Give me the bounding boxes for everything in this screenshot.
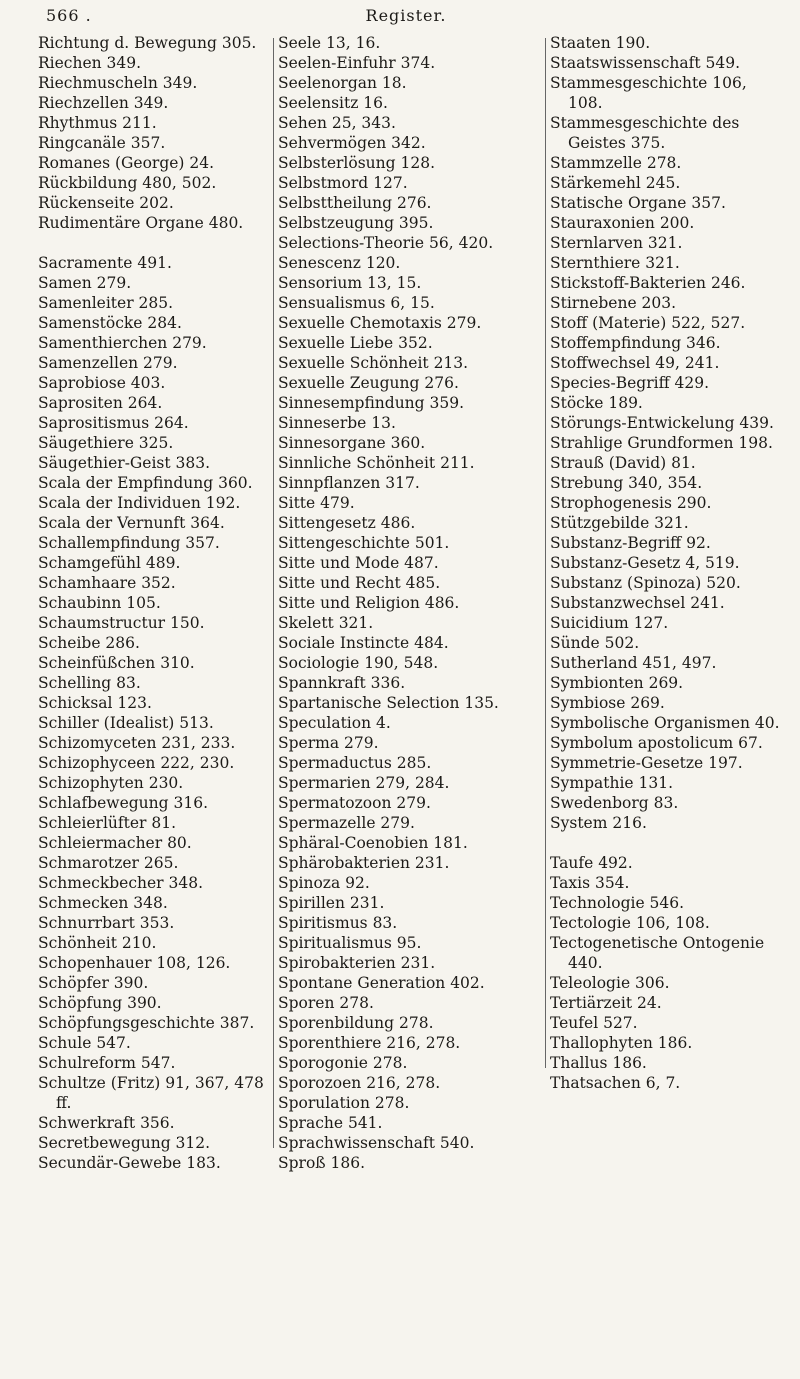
index-entry: Stärkemehl 245.: [550, 174, 681, 192]
index-entry: Seelenorgan 18.: [278, 74, 407, 92]
index-entry: Schmeckbecher 348.: [38, 874, 204, 892]
index-entry: Samen 279.: [38, 274, 132, 292]
index-entry: Speculation 4.: [278, 714, 391, 732]
index-entry: Sexuelle Schönheit 213.: [278, 354, 469, 372]
index-entry: Symbiose 269.: [550, 694, 665, 712]
index-entry: Scala der Individuen 192.: [38, 494, 241, 512]
index-entry: Schlafbewegung 316.: [38, 794, 209, 812]
index-entry: Skelett 321.: [278, 614, 374, 632]
index-entry: Sociologie 190, 548.: [278, 654, 439, 672]
index-entry: Sporen 278.: [278, 994, 374, 1012]
index-entry: Substanz-Gesetz 4, 519.: [550, 554, 740, 572]
index-entry: Secundär-Gewebe 183.: [38, 1154, 221, 1172]
index-entry: Sitte 479.: [278, 494, 355, 512]
index-entry: Saprositen 264.: [38, 394, 163, 412]
index-entry: Sutherland 451, 497.: [550, 654, 717, 672]
index-entry: Sinneserbe 13.: [278, 414, 396, 432]
index-entry: Spirobakterien 231.: [278, 954, 436, 972]
index-entry: Rudimentäre Organe 480.: [38, 214, 244, 232]
index-entry: Schamgefühl 489.: [38, 554, 181, 572]
index-entry: Samenthierchen 279.: [38, 334, 207, 352]
index-entry: Schelling 83.: [38, 674, 141, 692]
index-entry: Sitte und Religion 486.: [278, 594, 460, 612]
index-entry: Sitte und Mode 487.: [278, 554, 439, 572]
index-entry: Romanes (George) 24.: [38, 154, 215, 172]
section-gap: [550, 833, 782, 853]
index-entry: Sitte und Recht 485.: [278, 574, 441, 592]
index-entry: Spartanische Selection 135.: [278, 694, 499, 712]
index-entry: Riechzellen 349.: [38, 94, 169, 112]
index-entry: Sexuelle Zeugung 276.: [278, 374, 459, 392]
index-entry: Sittengesetz 486.: [278, 514, 416, 532]
index-entry: Schöpfer 390.: [38, 974, 149, 992]
index-entry: Riechen 349.: [38, 54, 142, 72]
index-entry: Tertiärzeit 24.: [550, 994, 662, 1012]
index-entry: Sperma 279.: [278, 734, 379, 752]
index-entry: Schule 547.: [38, 1034, 131, 1052]
index-entry: Sensorium 13, 15.: [278, 274, 422, 292]
index-entry: Sünde 502.: [550, 634, 640, 652]
index-entry: Ringcanäle 357.: [38, 134, 166, 152]
index-entry: Spirillen 231.: [278, 894, 385, 912]
index-entry: Schnurrbart 353.: [38, 914, 175, 932]
index-entry: Sphärobakterien 231.: [278, 854, 450, 872]
index-entry: Stoffwechsel 49, 241.: [550, 354, 720, 372]
index-entry: Schmecken 348.: [38, 894, 168, 912]
index-entry: Schiller (Idealist) 513.: [38, 714, 214, 732]
index-entry: Schaubinn 105.: [38, 594, 161, 612]
index-entry: Richtung d. Bewegung 305.: [38, 34, 257, 52]
index-entry: Schwerkraft 356.: [38, 1114, 175, 1132]
index-entry: Senescenz 120.: [278, 254, 401, 272]
index-entry: Schultze (Fritz) 91, 367, 478 ff.: [38, 1074, 264, 1112]
index-entry: Sporulation 278.: [278, 1094, 410, 1112]
index-entry: Sproß 186.: [278, 1154, 366, 1172]
index-entry: Symbolum apostolicum 67.: [550, 734, 763, 752]
index-entry: Teleologie 306.: [550, 974, 670, 992]
index-entry: Sociale Instincte 484.: [278, 634, 449, 652]
index-entry: Sexuelle Chemotaxis 279.: [278, 314, 482, 332]
running-head: Register.: [365, 6, 447, 25]
index-entry: Sinnpflanzen 317.: [278, 474, 420, 492]
index-entry: Symmetrie-Gesetze 197.: [550, 754, 743, 772]
index-entry: Stoffempfindung 346.: [550, 334, 721, 352]
index-entry: Schönheit 210.: [38, 934, 157, 952]
index-entry: Schulreform 547.: [38, 1054, 176, 1072]
index-entry: Symbolische Organismen 40.: [550, 714, 780, 732]
index-entry: Stöcke 189.: [550, 394, 643, 412]
index-entry: Sympathie 131.: [550, 774, 674, 792]
index-entry: Substanzwechsel 241.: [550, 594, 725, 612]
index-entry: Spontane Generation 402.: [278, 974, 485, 992]
index-column-3: [550, 33, 782, 1093]
index-entry: Spiritismus 83.: [278, 914, 398, 932]
index-entry: Rückenseite 202.: [38, 194, 174, 212]
index-entry: Staaten 190.: [550, 34, 651, 52]
index-entry: Staatswissenschaft 549.: [550, 54, 741, 72]
index-entry: Sphäral-Coenobien 181.: [278, 834, 468, 852]
index-entry: Spinoza 92.: [278, 874, 370, 892]
index-entry: System 216.: [550, 814, 647, 832]
page-number: 566 .: [46, 6, 92, 25]
index-entry: Sporozoen 216, 278.: [278, 1074, 441, 1092]
index-entry: Saprobiose 403.: [38, 374, 166, 392]
index-entry: Samenstöcke 284.: [38, 314, 182, 332]
index-entry: Selections-Theorie 56, 420.: [278, 234, 494, 252]
index-entry: Tectologie 106, 108.: [550, 914, 710, 932]
index-entry: Rückbildung 480, 502.: [38, 174, 217, 192]
index-entry: Schöpfung 390.: [38, 994, 162, 1012]
index-entry: Suicidium 127.: [550, 614, 669, 632]
index-entry: Saprositismus 264.: [38, 414, 189, 432]
index-column-1: [38, 33, 270, 1173]
index-entry: Taxis 354.: [550, 874, 630, 892]
index-entry: Taufe 492.: [550, 854, 633, 872]
index-entry: Riechmuscheln 349.: [38, 74, 198, 92]
column-divider: [273, 38, 274, 1148]
index-entry: Schopenhauer 108, 126.: [38, 954, 231, 972]
index-entry: Sporenbildung 278.: [278, 1014, 434, 1032]
index-entry: Species-Begriff 429.: [550, 374, 710, 392]
index-entry: Stammzelle 278.: [550, 154, 682, 172]
index-entry: Strebung 340, 354.: [550, 474, 703, 492]
index-entry: Sexuelle Liebe 352.: [278, 334, 433, 352]
index-entry: Thallus 186.: [550, 1054, 647, 1072]
index-entry: Selbsterlösung 128.: [278, 154, 436, 172]
index-entry: Scheibe 286.: [38, 634, 140, 652]
index-entry: Stickstoff-Bakterien 246.: [550, 274, 746, 292]
index-entry: Teufel 527.: [550, 1014, 638, 1032]
index-entry: Sternlarven 321.: [550, 234, 683, 252]
index-entry: Thatsachen 6, 7.: [550, 1074, 681, 1092]
index-entry: Sporenthiere 216, 278.: [278, 1034, 461, 1052]
index-entry: Schleierlüfter 81.: [38, 814, 177, 832]
index-entry: Schöpfungsgeschichte 387.: [38, 1014, 255, 1032]
index-entry: Scala der Vernunft 364.: [38, 514, 225, 532]
index-entry: Substanz (Spinoza) 520.: [550, 574, 741, 592]
index-entry: Seele 13, 16.: [278, 34, 381, 52]
index-entry: Sacramente 491.: [38, 254, 172, 272]
index-entry: Stützgebilde 321.: [550, 514, 689, 532]
index-entry: Schmarotzer 265.: [38, 854, 179, 872]
index-entry: Spermarien 279, 284.: [278, 774, 450, 792]
index-entry: Sporogonie 278.: [278, 1054, 408, 1072]
index-entry: Strahlige Grundformen 198.: [550, 434, 773, 452]
index-entry: Sittengeschichte 501.: [278, 534, 450, 552]
index-entry: Spermatozoon 279.: [278, 794, 431, 812]
index-entry: Technologie 546.: [550, 894, 685, 912]
index-entry: Swedenborg 83.: [550, 794, 679, 812]
index-entry: Schleiermacher 80.: [38, 834, 192, 852]
index-entry: Selbsttheilung 276.: [278, 194, 432, 212]
index-entry: Spermaductus 285.: [278, 754, 432, 772]
index-entry: Schallempfindung 357.: [38, 534, 220, 552]
index-column-2: [278, 33, 546, 1173]
index-entry: Thallophyten 186.: [550, 1034, 693, 1052]
index-entry: Stammesgeschichte 106, 108.: [550, 74, 747, 112]
index-entry: Symbionten 269.: [550, 674, 684, 692]
index-entry: Strophogenesis 290.: [550, 494, 712, 512]
index-entry: Schaumstructur 150.: [38, 614, 205, 632]
index-entry: Strauß (David) 81.: [550, 454, 696, 472]
index-entry: Störungs-Entwickelung 439.: [550, 414, 774, 432]
index-entry: Selbstzeugung 395.: [278, 214, 434, 232]
index-entry: Samenzellen 279.: [38, 354, 178, 372]
index-entry: Rhythmus 211.: [38, 114, 157, 132]
index-entry: Stammesgeschichte des Geistes 375.: [550, 114, 740, 152]
index-entry: Stirnebene 203.: [550, 294, 677, 312]
index-entry: Seelensitz 16.: [278, 94, 388, 112]
index-entry: Sinnesorgane 360.: [278, 434, 426, 452]
index-entry: Säugethier-Geist 383.: [38, 454, 211, 472]
index-entry: Scheinfüßchen 310.: [38, 654, 195, 672]
index-entry: Sinnesempfindung 359.: [278, 394, 465, 412]
index-entry: Sprachwissenschaft 540.: [278, 1134, 475, 1152]
index-entry: Sehvermögen 342.: [278, 134, 426, 152]
index-entry: Stauraxonien 200.: [550, 214, 695, 232]
index-entry: Statische Organe 357.: [550, 194, 726, 212]
index-entry: Sehen 25, 343.: [278, 114, 396, 132]
index-entry: Schizophyten 230.: [38, 774, 184, 792]
index-entry: Schicksal 123.: [38, 694, 152, 712]
index-entry: Samenleiter 285.: [38, 294, 174, 312]
index-entry: Seelen-Einfuhr 374.: [278, 54, 436, 72]
index-entry: Stoff (Materie) 522, 527.: [550, 314, 746, 332]
index-entry: Säugethiere 325.: [38, 434, 174, 452]
index-entry: Sinnliche Schönheit 211.: [278, 454, 475, 472]
index-entry: Spannkraft 336.: [278, 674, 406, 692]
index-entry: Schizophyceen 222, 230.: [38, 754, 235, 772]
index-entry: Scala der Empfindung 360.: [38, 474, 253, 492]
index-entry: Sternthiere 321.: [550, 254, 680, 272]
section-gap: [38, 233, 270, 253]
index-entry: Tectogenetische Ontogenie 440.: [550, 934, 765, 972]
index-entry: Spermazelle 279.: [278, 814, 415, 832]
index-entry: Substanz-Begriff 92.: [550, 534, 711, 552]
page-header: [46, 6, 766, 36]
index-entry: Schizomyceten 231, 233.: [38, 734, 236, 752]
index-entry: Sensualismus 6, 15.: [278, 294, 435, 312]
index-entry: Selbstmord 127.: [278, 174, 408, 192]
index-entry: Spiritualismus 95.: [278, 934, 422, 952]
index-entry: Schamhaare 352.: [38, 574, 176, 592]
index-entry: Secretbewegung 312.: [38, 1134, 211, 1152]
index-entry: Sprache 541.: [278, 1114, 383, 1132]
